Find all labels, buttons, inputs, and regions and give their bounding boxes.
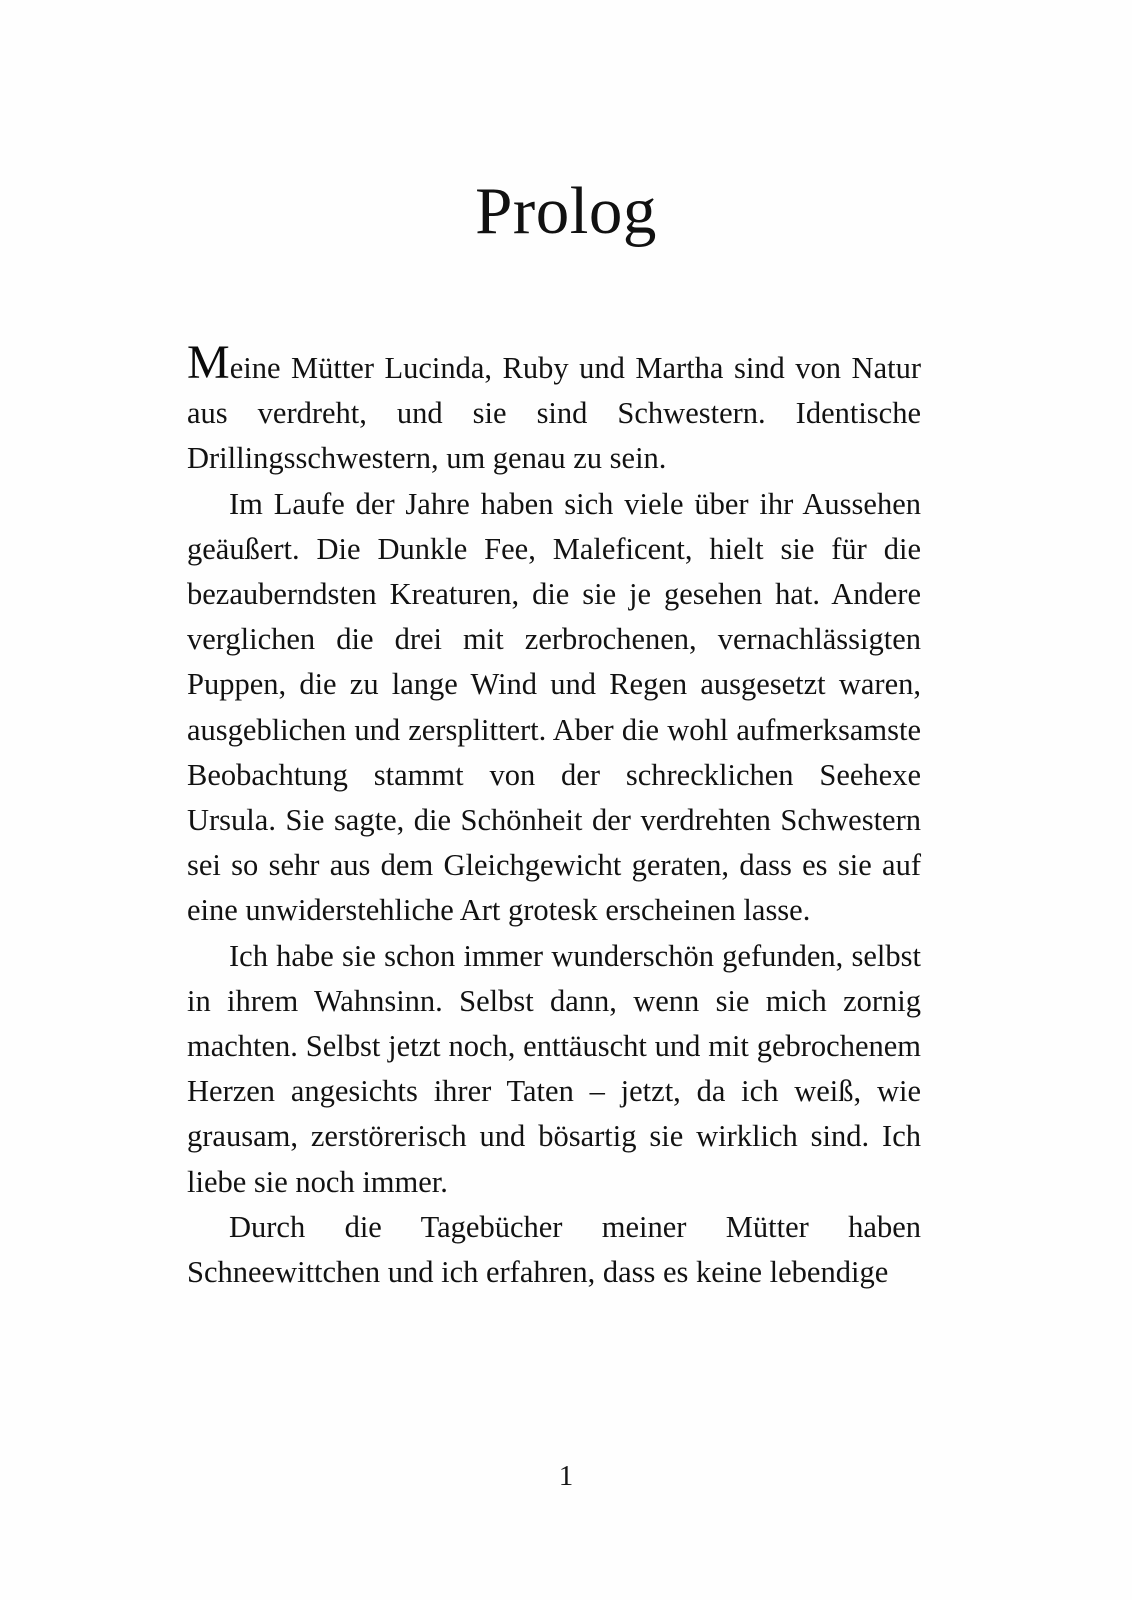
paragraph-4: Durch die Tagebücher meiner Mütter haben Schneewittchen und ich erfahren, dass es keine lebendige [187, 1209, 921, 1290]
page-number: 1 [558, 1460, 574, 1492]
body-text-block [187, 336, 921, 1295]
paragraph-3: Ich habe sie schon immer wunderschön gefunden, selbst in ihrem Wahnsinn. Selbst dann, wenn sie mich zornig machten. Selbst jetzt noch, enttäuscht und mit gebrochenem Herzen angesichts ihrer Taten – jetzt, da ich weiß, wie grausam, zerstörerisch und bösartig sie wirklich sind. Ich liebe sie noch immer. [187, 938, 921, 1199]
paragraph-1-text: eine Mütter Lucinda, Ruby und Martha sind von Natur aus verdreht, und sie sind Schwestern. Identische Drillingsschwestern, um genau zu sein. [187, 351, 921, 476]
page-title: Prolog [475, 174, 657, 248]
paragraph-1 [187, 336, 921, 482]
drop-cap-initial: M [187, 336, 230, 389]
paragraph-2: Im Laufe der Jahre haben sich viele über ihr Aussehen geäußert. Die Dunkle Fee, Maleficent, hielt sie für die bezauberndsten Kreaturen, die sie je gesehen hat. Andere verglichen die drei mit zerbrochenen, vernachlässigten Puppen, die zu lange Wind und Regen ausgesetzt waren, ausgeblichen und zersplittert. Aber die wohl aufmerksamste Beobachtung stammt von der schrecklichen Seehexe Ursula. Sie sagte, die Schönheit der verdrehten Schwestern sei so sehr aus dem Gleichgewicht geraten, dass es sie auf eine unwiderstehliche Art grotesk erscheinen lasse. [187, 486, 921, 928]
